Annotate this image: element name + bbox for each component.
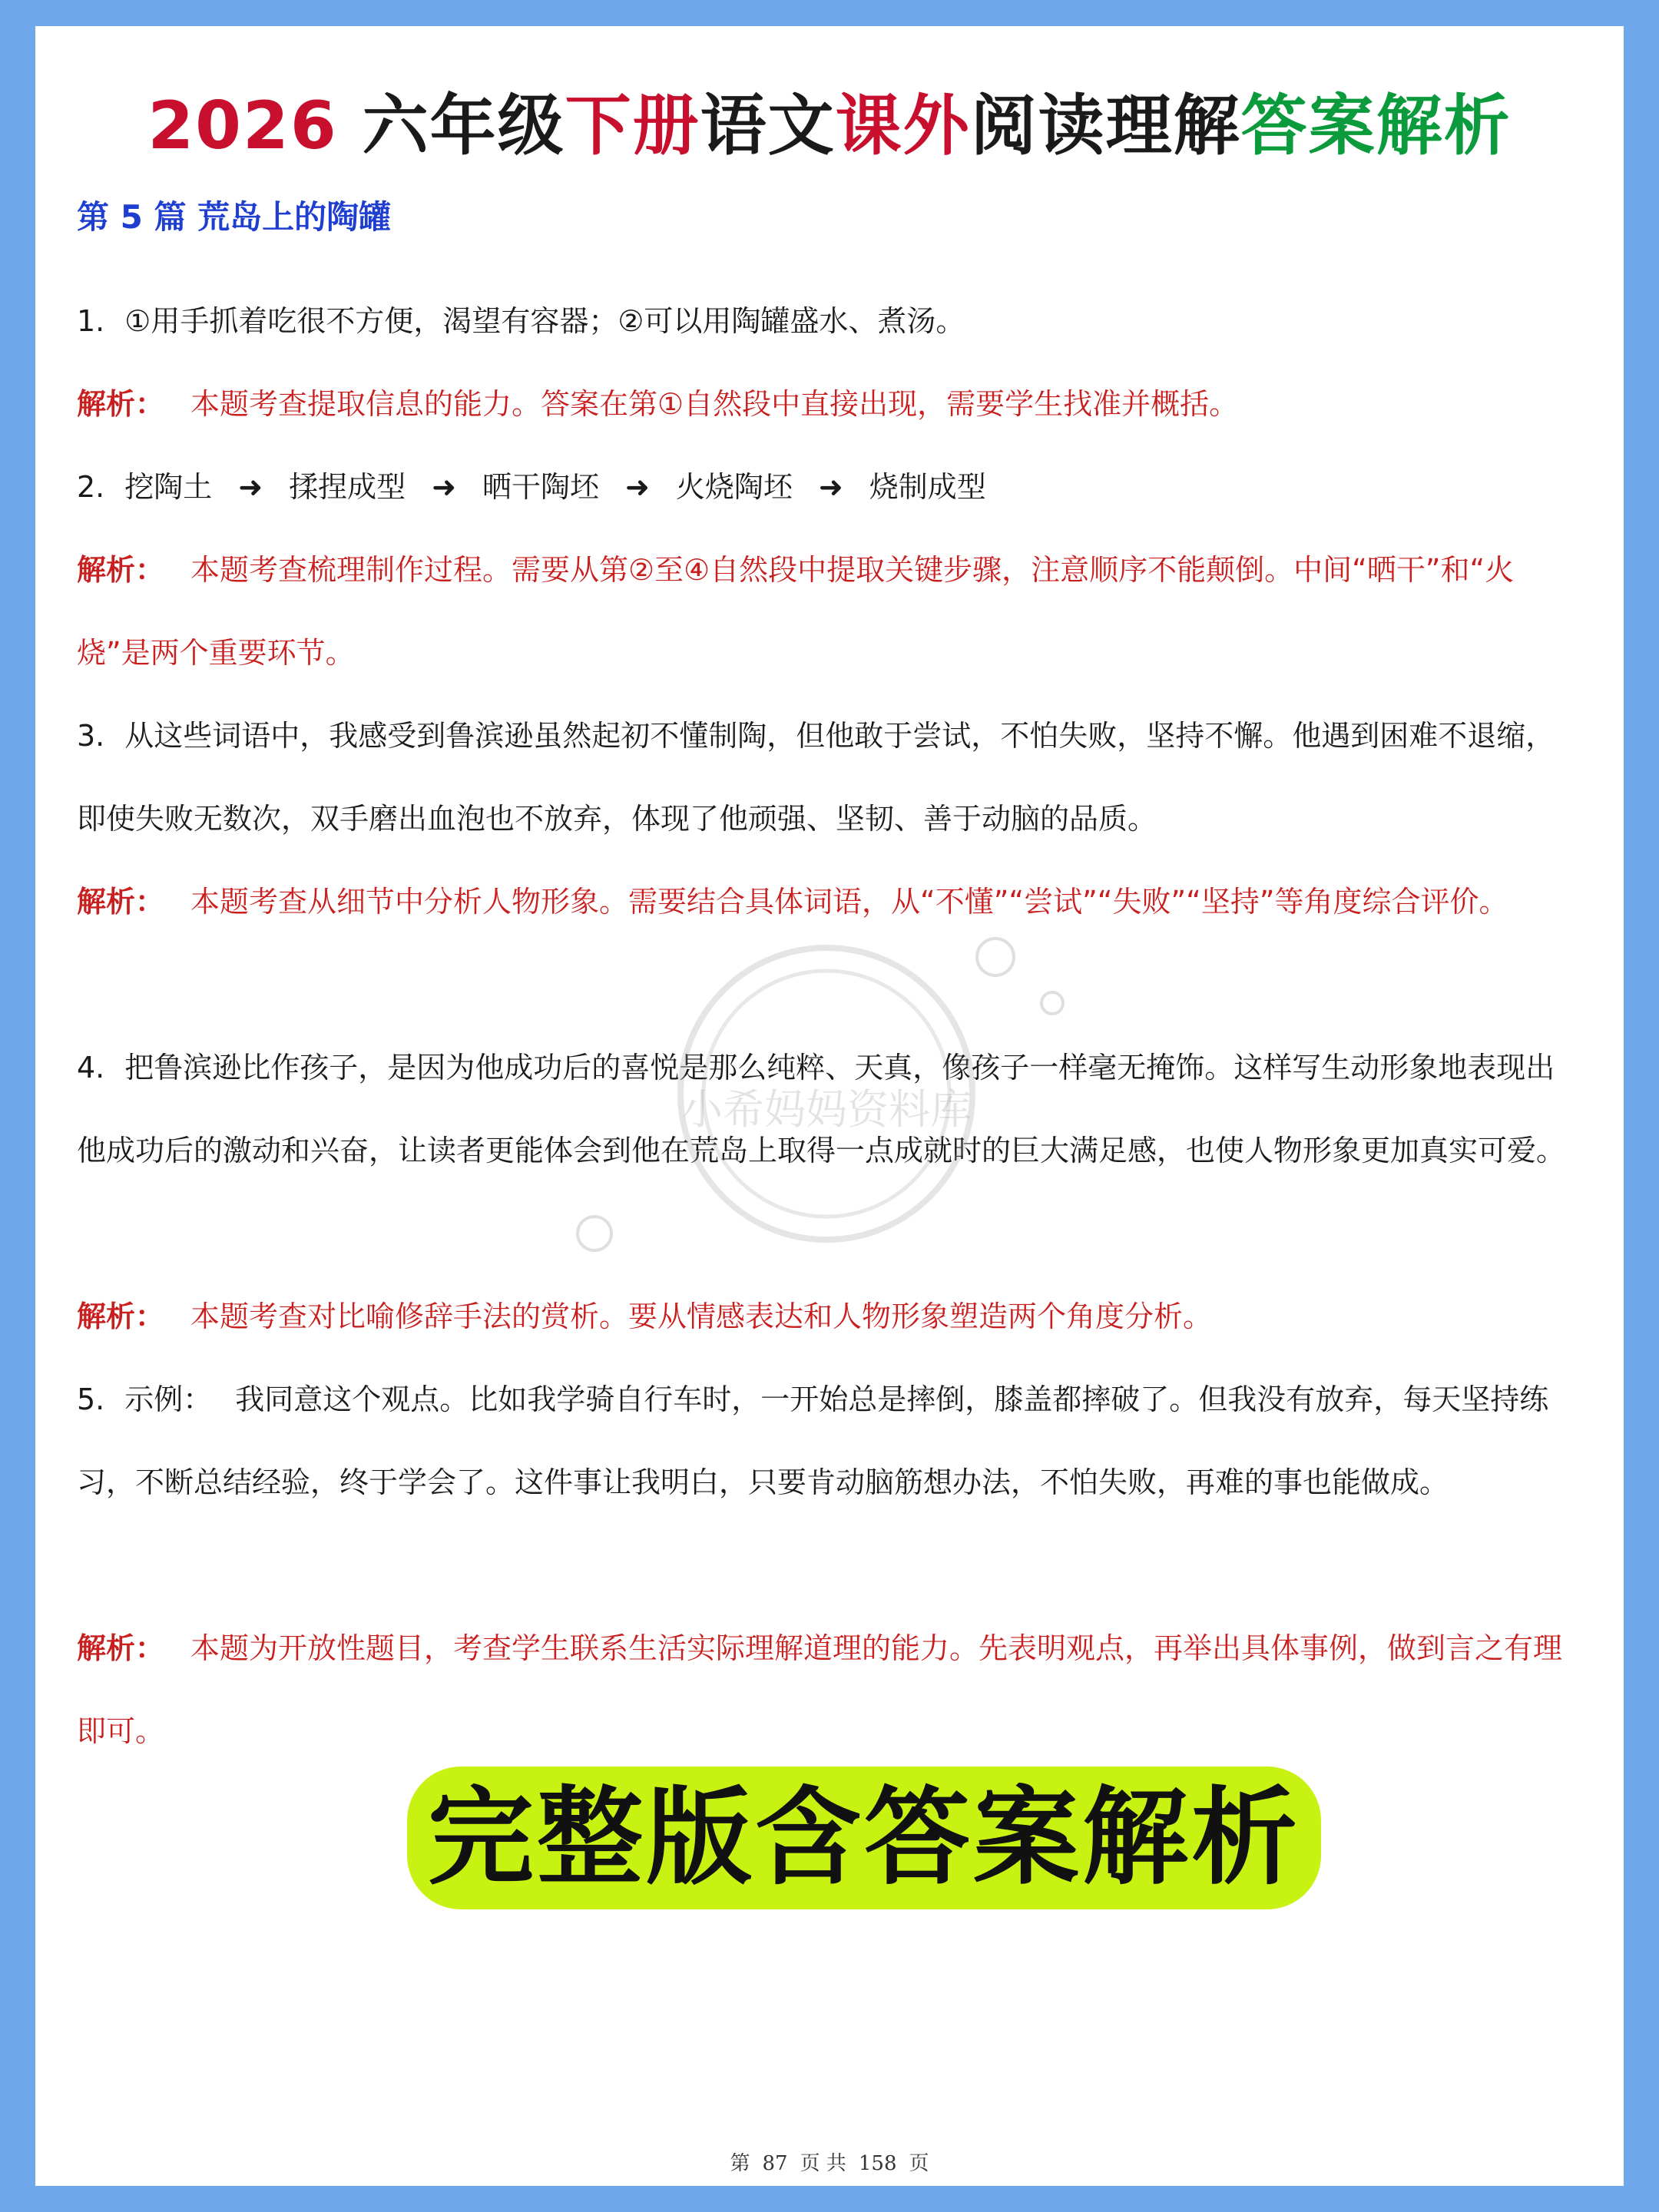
arrow-right-icon: ➜ [432,470,456,504]
item-number: 1. [77,304,105,338]
analysis-item-1 [77,363,1582,445]
arrow-right-icon: ➜ [238,470,263,504]
item-number: 4. [77,1051,105,1084]
footer-prefix: 第 [730,2152,750,2175]
document-page [35,26,1624,2186]
analysis-text: 本题考查提取信息的能力。答案在第①自然段中直接出现，需要学生找准并概括。 [190,387,1239,421]
analysis-text: 本题考查梳理制作过程。需要从第②至④自然段中提取关键步骤，注意顺序不能颠倒。中间“晒干”和“火烧”是两个重要环节。 [77,553,1515,670]
answer-item-1 [77,280,1582,363]
analysis-label: 解析： [77,1631,165,1665]
arrow-right-icon: ➜ [625,470,650,504]
analysis-text: 本题为开放性题目，考查学生联系生活实际理解道理的能力。先表明观点，再举出具体事例，做到言之有理即可。 [77,1631,1563,1748]
title-part-grade: 六年级 [362,88,565,164]
process-step: 烧制成型 [869,470,986,504]
page-footer [35,2147,1624,2176]
analysis-text: 本题考查从细节中分析人物形象。需要结合具体词语，从“不懂”“尝试”“失败”“坚持”等角度综合评价。 [190,885,1508,919]
title-part-year: 2026 [147,88,363,164]
footer-suffix: 页 [909,2152,929,2175]
process-step: 晒干陶坯 [482,470,599,504]
analysis-label: 解析： [77,1300,165,1333]
footer-mid: 页 共 [800,2152,846,2175]
section-title: 第 5 篇 荒岛上的陶罐 [77,198,392,236]
promo-banner: 完整版含答案解析 [407,1767,1321,1909]
title-part-extra: 课外 [835,88,971,164]
answer-item-4 [77,1026,1582,1192]
title-part-answers: 答案解析 [1240,88,1512,164]
analysis-label: 解析： [77,885,165,919]
decor-bubble-icon [975,937,1015,977]
answer-text: 把鲁滨逊比作孩子，是因为他成功后的喜悦是那么纯粹、天真，像孩子一样毫无掩饰。这样写生动形象地表现出他成功后的激动和兴奋，让读者更能体会到他在荒岛上取得一点成就时的巨大满足感，也使人物形象更加真实可爱。 [77,1051,1566,1167]
answer-text: 我同意这个观点。比如我学骑自行车时，一开始总是摔倒，膝盖都摔破了。但我没有放弃，每天坚持练习，不断总结经验，终于学会了。这件事让我明白，只要肯动脑筋想办法，不怕失败，再难的事也能做成。 [77,1382,1549,1499]
title-part-subject: 语文 [700,88,836,164]
answer-text: 从这些词语中，我感受到鲁滨逊虽然起初不懂制陶，但他敢于尝试，不怕失败，坚持不懈。他遇到困难不退缩，即使失败无数次，双手磨出血泡也不放弃，体现了他顽强、坚韧、善于动脑的品质。 [77,719,1555,836]
example-label: 示例： [124,1382,213,1416]
analysis-text: 本题考查对比喻修辞手法的赏析。要从情感表达和人物形象塑造两个角度分析。 [190,1300,1213,1333]
answer-item-3 [77,694,1582,860]
decor-bubble-icon [576,1215,613,1252]
process-step: 挖陶土 [124,470,213,504]
title-part-reading: 阅读理解 [970,88,1241,164]
process-step: 火烧陶坯 [675,470,793,504]
item-number: 5. [77,1382,105,1416]
current-page-number: 87 [762,2152,788,2175]
analysis-item-5 [77,1607,1582,1773]
analysis-label: 解析： [77,553,165,587]
watermark-text: 小希妈妈资料库 [681,1085,972,1134]
analysis-item-2 [77,528,1582,694]
analysis-item-4 [77,1275,1582,1358]
decor-bubble-icon [1040,991,1065,1015]
answer-item-5 [77,1358,1582,1524]
answer-item-2 [77,445,1582,528]
answer-text: ①用手抓着吃很不方便，渴望有容器；②可以用陶罐盛水、煮汤。 [124,304,965,338]
item-number: 3. [77,719,105,753]
analysis-item-3 [77,860,1582,943]
analysis-label: 解析： [77,387,165,421]
process-step: 揉捏成型 [289,470,406,504]
total-pages-number: 158 [858,2152,897,2175]
title-part-volume: 下册 [565,88,700,164]
item-number: 2. [77,470,105,504]
page-title [35,72,1624,167]
arrow-right-icon: ➜ [818,470,843,504]
